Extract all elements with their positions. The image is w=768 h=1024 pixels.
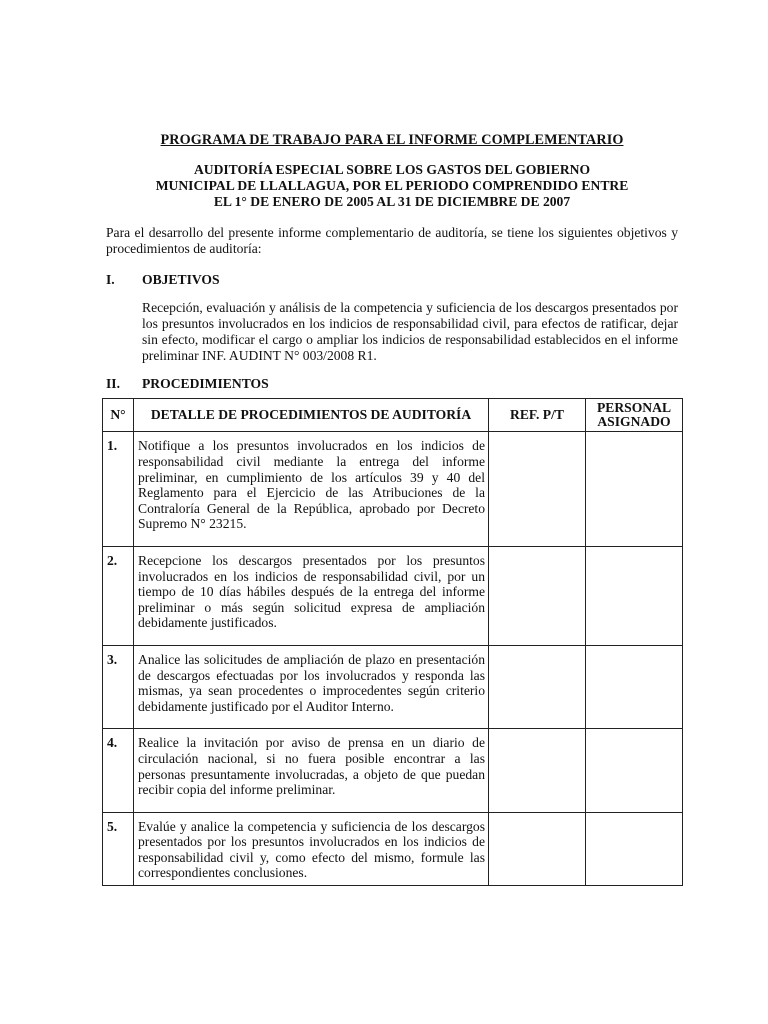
procedures-table <box>102 398 683 886</box>
step-cell <box>134 432 489 547</box>
subtitle-line: EL 1° DE ENERO DE 2005 AL 31 DE DICIEMBRE DE 2007 <box>213 193 571 209</box>
ref-cell <box>489 645 586 728</box>
table-row <box>103 546 683 645</box>
column-header-num: N° <box>103 399 134 432</box>
subtitle-line: MUNICIPAL DE LLALLAGUA, POR EL PERIODO COMPRENDIDO ENTRE <box>155 177 629 193</box>
step-number: 1. <box>103 432 134 547</box>
step-text: Recepcione los descargos presentados por los presuntos involucrados en los indicios de responsabilidad civil, por un tiempo de 10 días hábiles después de la entrega del informe preliminar o más según solicitud expresa de ampliación debidamente justificados. <box>138 552 485 631</box>
document-title: PROGRAMA DE TRABAJO PARA EL INFORME COMPLEMENTARIO <box>160 132 624 148</box>
section-number: I. <box>106 271 115 287</box>
step-text: Analice las solicitudes de ampliación de plazo en presentación de descargos efectuadas por los involucrados y responda las mismas, ya sean procedentes o improcedentes según criterio debidamente justificado por el Auditor Interno. <box>138 651 485 714</box>
personal-cell <box>586 729 683 812</box>
step-cell <box>134 729 489 812</box>
table-row <box>103 432 683 547</box>
step-cell <box>134 645 489 728</box>
document-page <box>106 133 678 886</box>
personal-cell <box>586 645 683 728</box>
ref-cell <box>489 812 586 885</box>
column-header-ref: REF. P/T <box>489 399 586 432</box>
personal-cell <box>586 432 683 547</box>
ref-cell <box>489 729 586 812</box>
personal-cell <box>586 546 683 645</box>
step-number: 3. <box>103 645 134 728</box>
ref-cell <box>489 432 586 547</box>
table-header-row <box>103 399 683 432</box>
step-text: Realice la invitación por aviso de prensa en un diario de circulación nacional, si no fuera posible encontrar a las personas presuntamente involucradas, a objeto de que puedan recibir copia del informe preliminar. <box>138 735 485 798</box>
section-objetivos-heading <box>106 272 678 288</box>
step-number: 5. <box>103 812 134 885</box>
step-text: Notifique a los presuntos involucrados en los indicios de responsabilidad civil mediante la entrega del informe preliminar, en cumplimiento de los artículos 39 y 40 del Reglamento para el Ejercicio de las Atribuciones de la Contraloría General de la República, aprobado por Decreto Supremo N° 23215. <box>138 438 485 532</box>
table-row <box>103 729 683 812</box>
step-cell <box>134 812 489 885</box>
intro-paragraph: Para el desarrollo del presente informe complementario de auditoría, se tiene los siguientes objetivos y procedimientos de auditoría: <box>106 224 678 256</box>
section-procedimientos-heading <box>106 376 678 392</box>
section-title: OBJETIVOS <box>142 271 220 287</box>
document-subtitle <box>114 162 670 210</box>
section-number: II. <box>106 375 120 391</box>
ref-cell <box>489 546 586 645</box>
step-cell <box>134 546 489 645</box>
table-row <box>103 812 683 885</box>
column-header-detail: DETALLE DE PROCEDIMIENTOS DE AUDITORÍA <box>134 399 489 432</box>
step-text: Evalúe y analice la competencia y suficiencia de los descargos presentados por los presuntos involucrados en los indicios de responsabilidad civil y, como efecto del mismo, formule las correspondientes conclusiones. <box>138 818 485 881</box>
step-number: 4. <box>103 729 134 812</box>
column-header-personal: PERSONAL ASIGNADO <box>586 399 683 432</box>
section-title: PROCEDIMIENTOS <box>142 375 269 391</box>
subtitle-line: AUDITORÍA ESPECIAL SOBRE LOS GASTOS DEL GOBIERNO <box>193 161 591 177</box>
step-number: 2. <box>103 546 134 645</box>
objectives-paragraph: Recepción, evaluación y análisis de la competencia y suficiencia de los descargos presentados por los presuntos involucrados en los indicios de responsabilidad civil, para efectos de ratificar, dejar sin efecto, modificar el cargo o ampliar los indicios de responsabilidad establecidos en el informe preliminar INF. AUDINT N° 003/2008 R1. <box>142 300 678 363</box>
table-row <box>103 645 683 728</box>
personal-cell <box>586 812 683 885</box>
